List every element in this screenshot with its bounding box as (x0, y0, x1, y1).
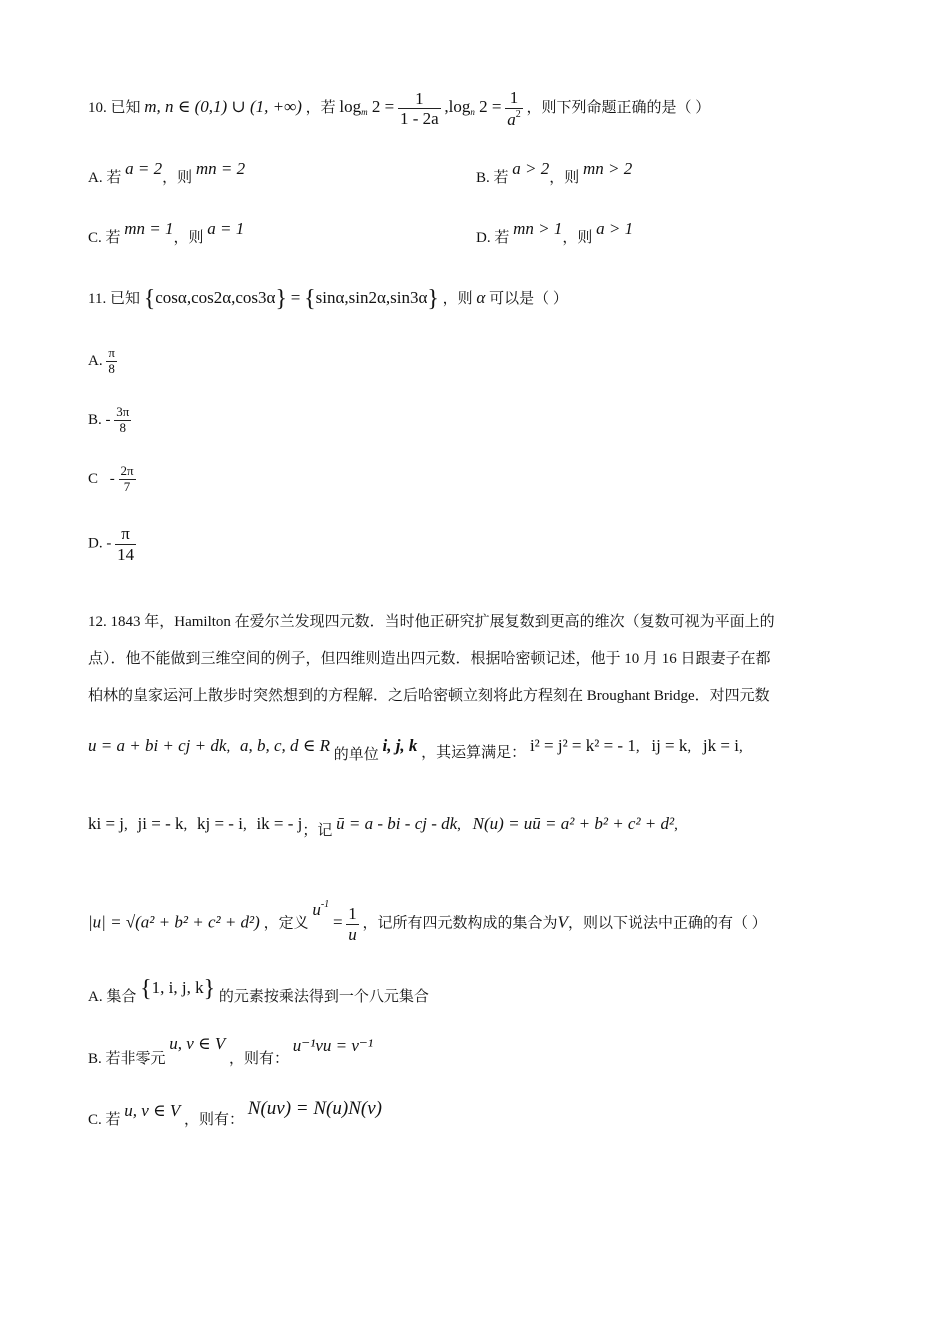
q12-line4: u = a + bi + cj + dk, a, b, c, d ∈ R 的单位 i, j, k ，其运算满足： i² = j² = k² = - 1, ij = k, jk = i, (88, 736, 743, 763)
q10-option-b[interactable]: B. 若 a > 2，则 mn > 2 (476, 159, 633, 186)
q10-stem (88, 88, 710, 129)
q10-ruo: ，若 (305, 99, 336, 116)
q12-option-c[interactable]: C. 若 u, v ∈ V ，则有： N(uv) = N(u)N(v) (88, 1098, 382, 1128)
q11-option-c[interactable]: C - $\frac{2\pi}{7}$ (88, 463, 134, 494)
q11-option-a[interactable]: A. $\frac{\pi}{8}$ (88, 345, 115, 376)
q10-option-a[interactable]: A. 若 a = 2，则 mn = 2 (88, 159, 246, 186)
q10-log-m: $\log_m 2$ = (339, 96, 395, 117)
q12-line5: ki = j, ji = - k, kj = - i, ik = - j；记 ū = a - bi - cj - dk, N(u) = uū = a² + b² + c² + d², (88, 814, 678, 839)
q12-line3: 柏林的皇家运河上散步时突然想到的方程解．之后哈密顿立刻将此方程刻在 Broughant Bridge．对四元数 (88, 688, 770, 704)
q12-option-b[interactable]: B. 若非零元 u, v ∈ V ，则有： u⁻¹vu = v⁻¹ (88, 1034, 373, 1067)
q11-option-b[interactable]: B. - $\frac{3\pi}{8}$ (88, 404, 130, 435)
q10-option-c[interactable]: C. 若 mn = 1，则 a = 1 (88, 219, 245, 246)
q10-cond: m, n ∈ (0,1) ∪ (1, +∞) (144, 96, 302, 116)
q12-line6: |u| = √(a² + b² + c² + d²) ，定义 $u^{-1}$ = $\frac{1}{u}$ ，记所有四元数构成的集合为V，则以下说法中正确的有（ ） (88, 899, 767, 944)
q12-line1: 12. 1843 年，Hamilton 在爱尔兰发现四元数．当时他正研究扩展复数到更高的维次（复数可视为平面上的 (88, 614, 775, 630)
q10-frac2: $\frac{1}{a^2}$ (507, 88, 521, 129)
q10-known: 已知 (110, 99, 141, 116)
q12-line2: 点）．他不能做到三维空间的例子，但四维则造出四元数．根据哈密顿记述，他于 10 月 16 日跟妻子在都 (88, 651, 771, 667)
q10-log-n: $,\log_n$ 2 = (444, 96, 502, 117)
q10-frac1: $\frac{1}{1 - 2a}$ (399, 88, 439, 129)
q11-set1: {cosα,cos2α,cos3α} (143, 286, 287, 312)
q12-option-a[interactable]: A. 集合 {1, i, j, k} 的元素按乘法得到一个八元集合 (88, 976, 429, 1005)
q10-tail: ，则下列命题正确的是（ ） (526, 99, 711, 116)
q11-stem: 11. 已知 {cosα,cos2α,cos3α} = {sinα,sin2α,sin3α} ，则 α 可以是（ ） (88, 286, 568, 312)
q11-option-d[interactable]: D. - $\frac{\pi}{14}$ (88, 524, 135, 564)
q10-number: 10. (88, 99, 107, 116)
q10-option-d[interactable]: D. 若 mn > 1，则 a > 1 (476, 219, 634, 246)
q11-set2: {sinα,sin2α,sin3α} (304, 286, 439, 312)
